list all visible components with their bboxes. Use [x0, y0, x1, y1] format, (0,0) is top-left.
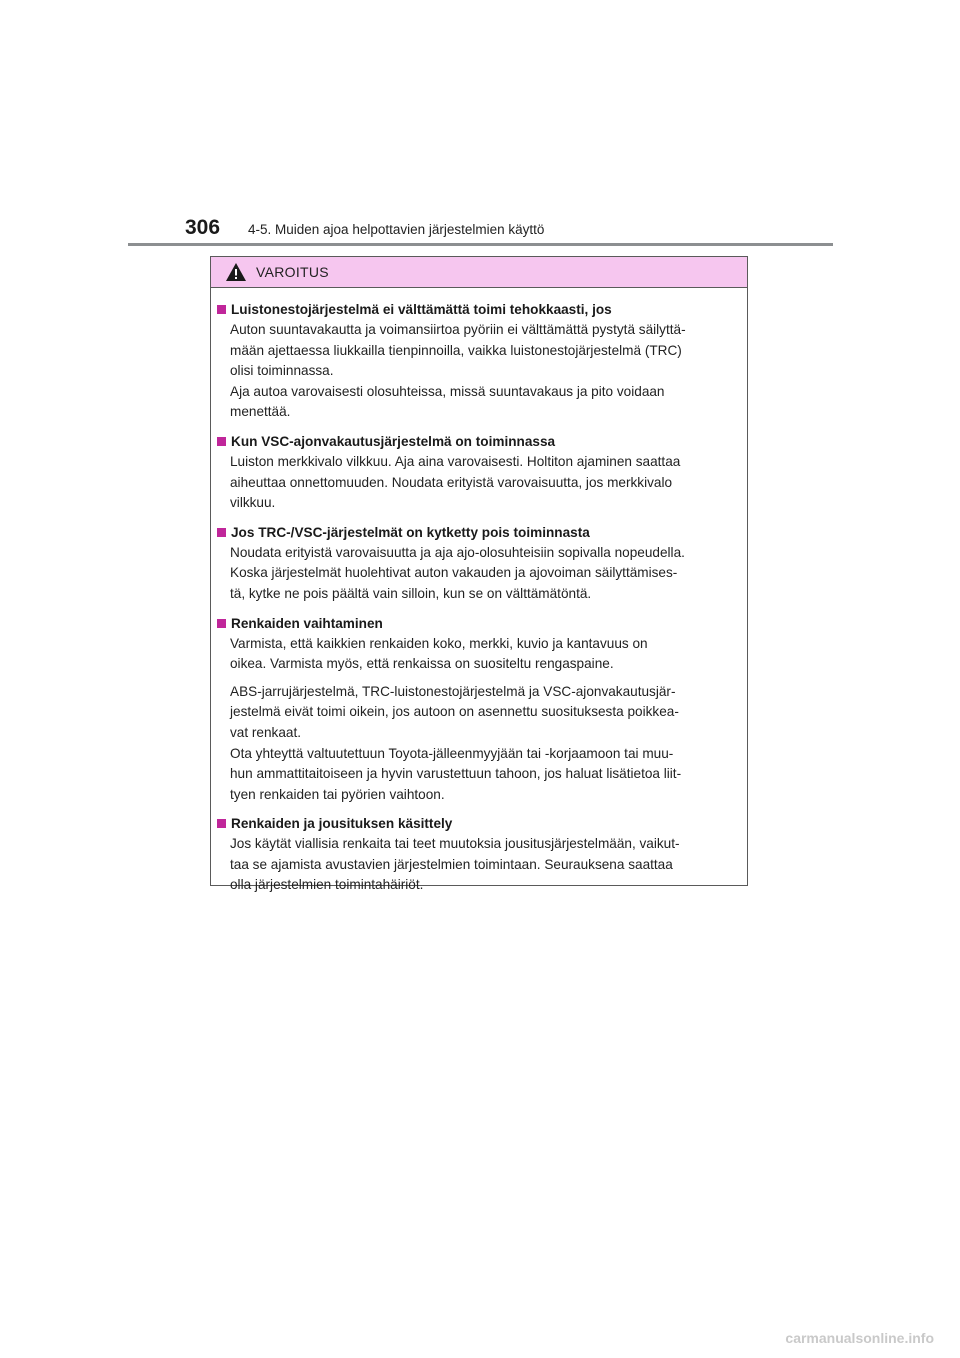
- section-heading: [217, 814, 739, 834]
- warning-section: [217, 523, 739, 605]
- section-paragraph: Luiston merkkivalo vilkkuu. Aja aina varovaisesti. Holtiton ajaminen saattaa aiheuttaa onnettomuuden. Noudata erityistä varovaisuutta, jos merkkivalo vilkkuu.: [230, 453, 681, 511]
- page-number: 306: [185, 216, 221, 239]
- section-paragraph: Auton suuntavakautta ja voimansiirtoa pyöriin ei välttämättä pystytä säilyttä- mään ajettaessa liukkailla tienpinnoilla, vaikka luistonestojärjestelmä (TRC) olisi toiminnassa. Aja autoa varovaisesti olosuhteissa, missä suuntavakaus ja pito voidaan menettää.: [230, 322, 686, 420]
- section-heading: [217, 614, 739, 634]
- section-heading-text: Jos TRC-/VSC-järjestelmät on kytketty pois toiminnasta: [231, 524, 590, 540]
- bullet-square-icon: [217, 305, 226, 314]
- section-paragraph: Noudata erityistä varovaisuutta ja aja ajo-olosuhteisiin sopivalla nopeudella. Koska järjestelmät huolehtivat auton vakauden ja ajovoiman säilyttämises- tä, kytke ne pois päältä vain silloin, kun se on välttämätöntä.: [230, 544, 685, 601]
- warning-box: [210, 256, 748, 893]
- section-heading-text: Luistonestojärjestelmä ei välttämättä toimi tehokkaasti, jos: [231, 302, 612, 317]
- section-paragraph: Jos käytät viallisia renkaita tai teet muutoksia jousitusjärjestelmään, vaikut- taa se ajamista avustavien järjestelmien toimintaan. Seurauksena saattaa olla järjestelmien toimintahäiriöt.: [230, 836, 680, 893]
- warning-section: [217, 432, 739, 514]
- warning-triangle-icon: [225, 262, 247, 282]
- warning-section: [217, 814, 739, 896]
- warning-header: [211, 257, 747, 288]
- page-header: [185, 216, 835, 246]
- warning-section: [217, 300, 739, 423]
- header-rule: [128, 243, 833, 246]
- warning-body: [211, 288, 747, 896]
- warning-label: VAROITUS: [256, 264, 329, 280]
- section-heading: [217, 300, 739, 320]
- section-title: 4-5. Muiden ajoa helpottavien järjestelmien käyttö: [248, 222, 545, 237]
- watermark: carmanualsonline.info: [785, 1330, 934, 1346]
- warning-section: [217, 614, 739, 806]
- section-heading: [217, 523, 739, 543]
- section-heading: [217, 432, 739, 452]
- bullet-square-icon: [217, 437, 226, 446]
- bullet-square-icon: [217, 819, 226, 828]
- section-heading-text: Kun VSC-ajonvakautusjärjestelmä on toiminnassa: [231, 433, 556, 449]
- section-heading-text: Renkaiden ja jousituksen käsittely: [231, 816, 453, 832]
- section-paragraph: ABS-jarrujärjestelmä, TRC-luistonestojärjestelmä ja VSC-ajonvakautusjär- jestelmä eivät toimi oikein, jos autoon on asennettu suosituksesta poikkea- vat renkaat. Ota yhteyttä valtuutettuun Toyota-jälleenmyyjään tai -korjaamoon tai muu- hun ammattitaitoiseen ja hyvin varustettuun tahoon, jos haluat lisätietoa liit- tyen renkaiden tai pyörien vaihtoon.: [230, 683, 682, 802]
- bullet-square-icon: [217, 619, 226, 628]
- bullet-square-icon: [217, 528, 226, 537]
- section-heading-text: Renkaiden vaihtaminen: [231, 615, 383, 631]
- section-paragraph: Varmista, että kaikkien renkaiden koko, merkki, kuvio ja kantavuus on oikea. Varmista myös, että renkaissa on suositeltu rengaspaine.: [230, 635, 648, 672]
